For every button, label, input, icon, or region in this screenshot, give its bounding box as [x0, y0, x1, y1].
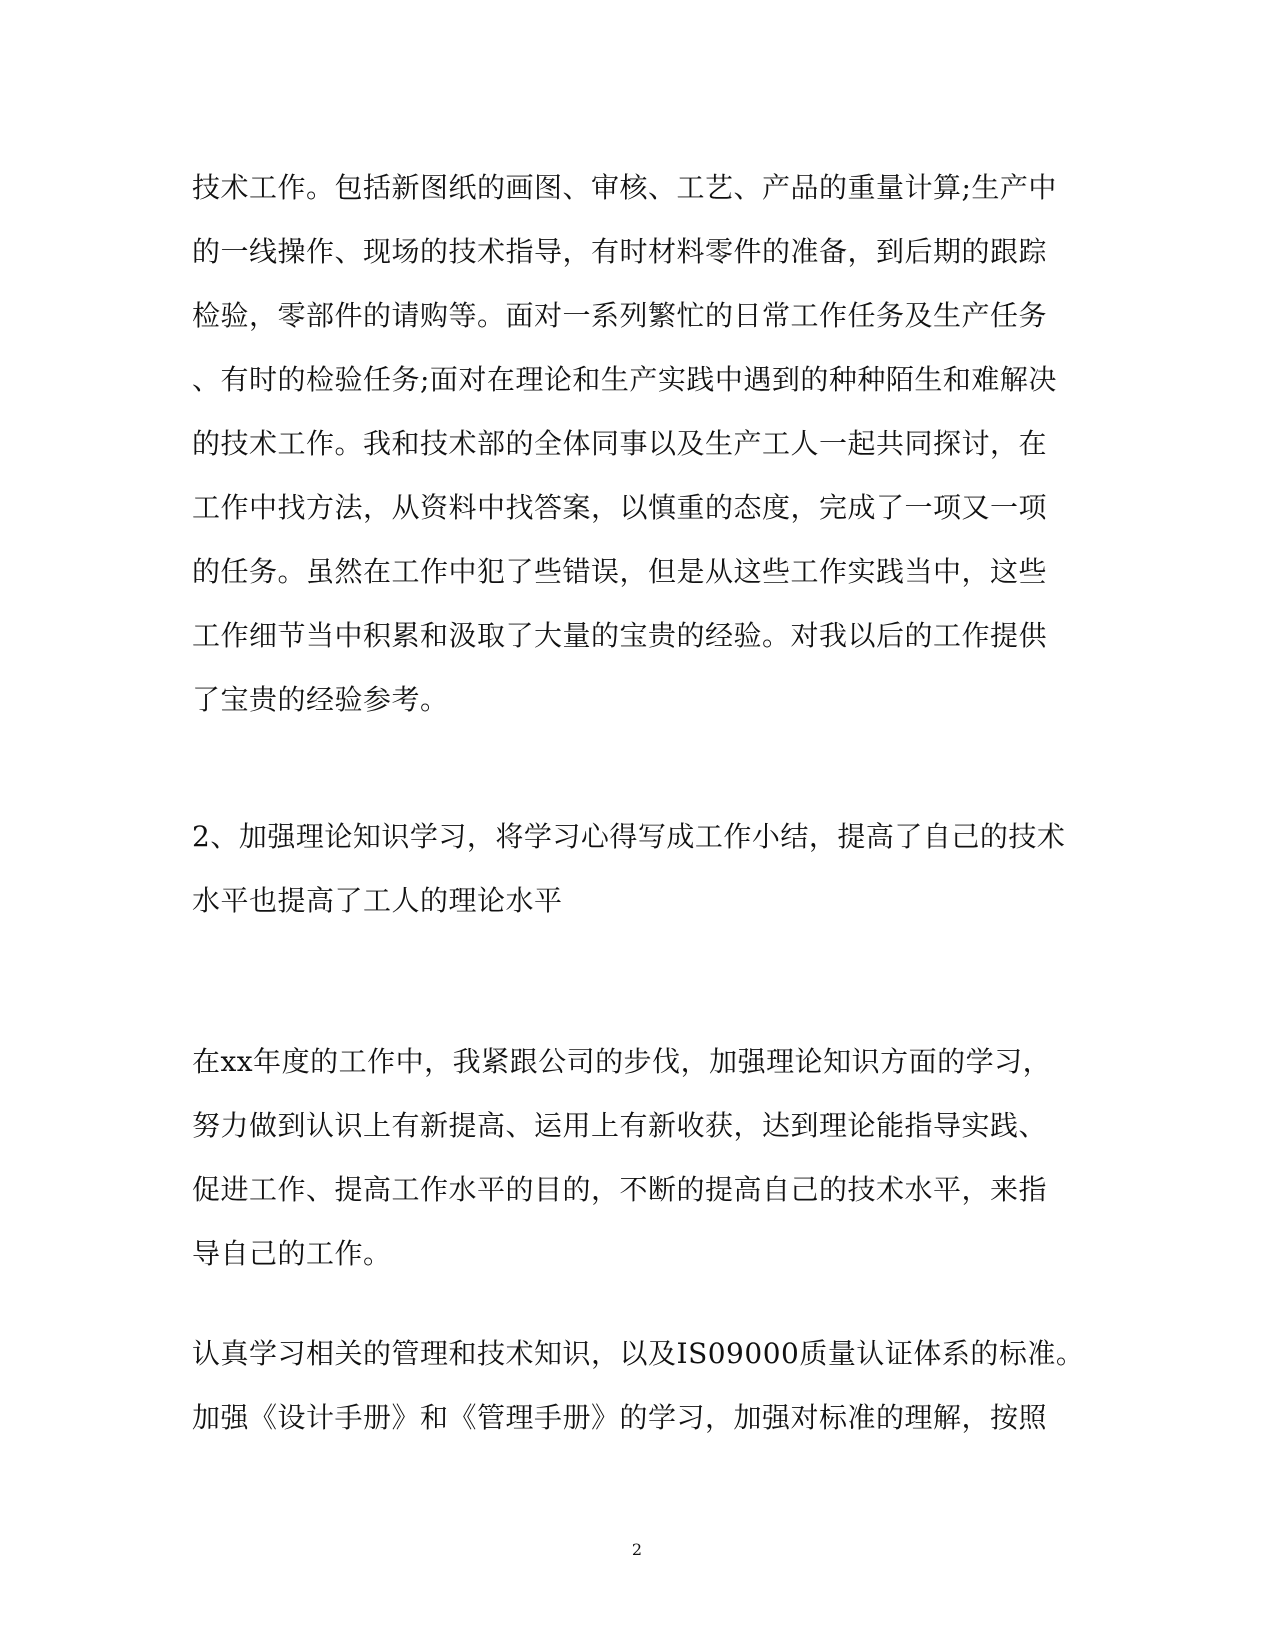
- text-line: 、有时的检验任务;面对在理论和生产实践中遇到的种种陌生和难解决: [192, 363, 1057, 396]
- text-line: 努力做到认识上有新提高、运用上有新收获，达到理论能指导实践、: [192, 1109, 1048, 1142]
- text-line: 加强《设计手册》和《管理手册》的学习，加强对标准的理解，按照: [192, 1401, 1048, 1434]
- text-line: 工作中找方法，从资料中找答案，以慎重的态度，完成了一项又一项: [192, 491, 1048, 524]
- text-line: 了宝贵的经验参考。: [192, 683, 449, 716]
- text-line: 的一线操作、现场的技术指导，有时材料零件的准备，到后期的跟踪: [192, 235, 1048, 268]
- text-line: 导自己的工作。: [192, 1237, 392, 1270]
- text-line: 2、加强理论知识学习，将学习心得写成工作小结，提高了自己的技术: [192, 820, 1066, 853]
- section-heading-theory-study: [192, 805, 1092, 933]
- page-number: 2: [631, 1540, 643, 1559]
- text-line: 的任务。虽然在工作中犯了些错误，但是从这些工作实践当中，这些: [192, 555, 1048, 588]
- paragraph-yearly-study: [192, 1030, 1092, 1286]
- text-line: 认真学习相关的管理和技术知识，以及IS09000质量认证体系的标准。: [192, 1337, 1085, 1370]
- text-line: 检验，零部件的请购等。面对一系列繁忙的日常工作任务及生产任务: [192, 299, 1048, 332]
- text-line: 促进工作、提高工作水平的目的，不断的提高自己的技术水平，来指: [192, 1173, 1048, 1206]
- text-line: 在xx年度的工作中，我紧跟公司的步伐，加强理论知识方面的学习，: [192, 1045, 1052, 1078]
- text-line: 的技术工作。我和技术部的全体同事以及生产工人一起共同探讨，在: [192, 427, 1048, 460]
- paragraph-technical-work: [192, 156, 1092, 732]
- text-line: 技术工作。包括新图纸的画图、审核、工艺、产品的重量计算;生产中: [192, 171, 1057, 204]
- text-line: 水平也提高了工人的理论水平: [192, 884, 563, 917]
- paragraph-management-knowledge: [192, 1322, 1092, 1450]
- text-line: 工作细节当中积累和汲取了大量的宝贵的经验。对我以后的工作提供: [192, 619, 1048, 652]
